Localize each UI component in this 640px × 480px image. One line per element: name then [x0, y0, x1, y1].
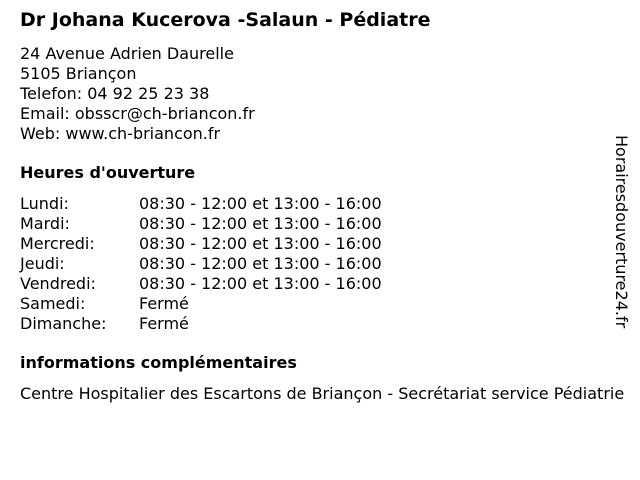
- hours-heading: Heures d'ouverture: [20, 163, 196, 182]
- hours-value: 08:30 - 12:00 et 13:00 - 16:00: [139, 274, 382, 293]
- hours-value: 08:30 - 12:00 et 13:00 - 16:00: [139, 254, 382, 273]
- city: 5105 Briançon: [20, 64, 137, 83]
- page-title: Dr Johana Kucerova -Salaun - Pédiatre: [20, 9, 431, 31]
- day-label: Samedi:: [20, 294, 86, 313]
- phone-number: Telefon: 04 92 25 23 38: [20, 84, 210, 103]
- info-text: Centre Hospitalier des Escartons de Briançon - Secrétariat service Pédiatrie: [20, 384, 625, 403]
- info-heading: informations complémentaires: [20, 353, 297, 372]
- day-label: Lundi:: [20, 194, 69, 213]
- day-label: Dimanche:: [20, 314, 107, 333]
- hours-value: 08:30 - 12:00 et 13:00 - 16:00: [139, 214, 382, 233]
- address-block: [20, 44, 255, 144]
- email-address: Email: obsscr@ch-briancon.fr: [20, 104, 255, 123]
- day-label: Mardi:: [20, 214, 70, 233]
- day-label: Jeudi:: [20, 254, 65, 273]
- website: Web: www.ch-briancon.fr: [20, 124, 221, 143]
- street-address: 24 Avenue Adrien Daurelle: [20, 44, 234, 63]
- day-label: Vendredi:: [20, 274, 96, 293]
- hours-value: 08:30 - 12:00 et 13:00 - 16:00: [139, 194, 382, 213]
- hours-value: 08:30 - 12:00 et 13:00 - 16:00: [139, 234, 382, 253]
- watermark-text: Horairesdouverture24.fr: [612, 135, 631, 329]
- hours-value: Fermé: [139, 314, 189, 333]
- day-label: Mercredi:: [20, 234, 95, 253]
- hours-value: Fermé: [139, 294, 189, 313]
